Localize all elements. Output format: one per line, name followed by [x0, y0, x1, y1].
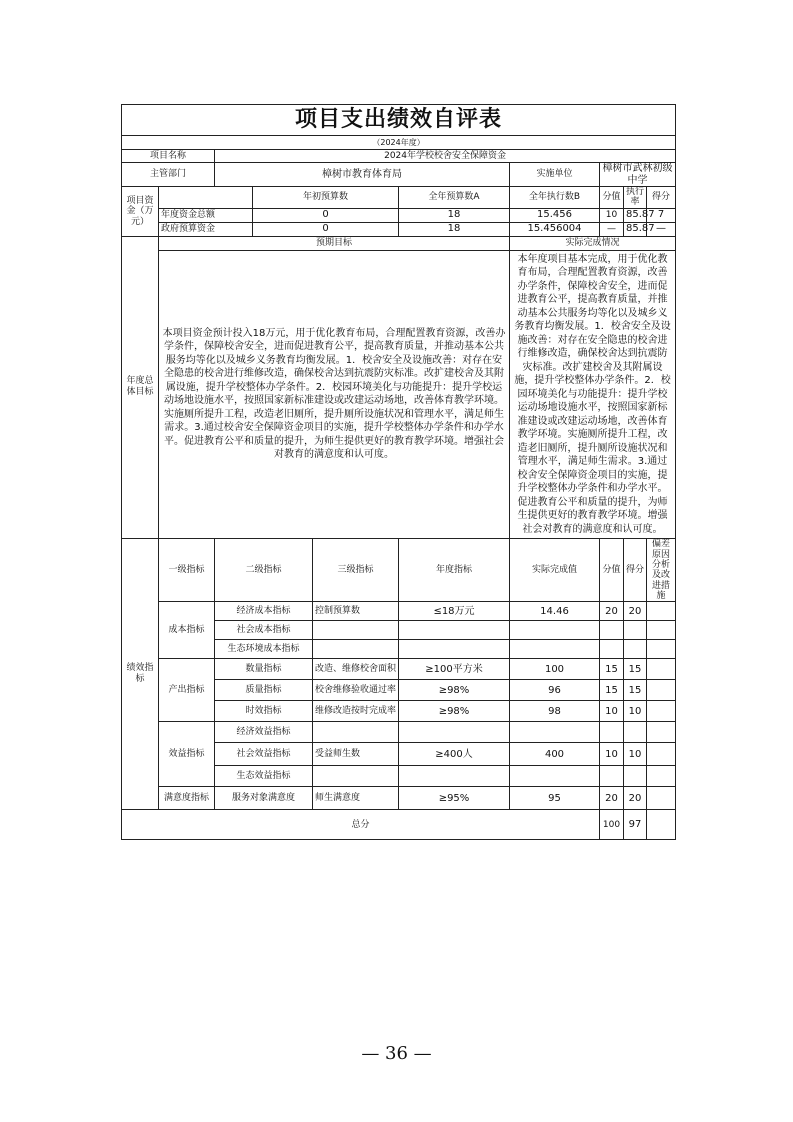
year-note: （2024年度） — [122, 136, 676, 150]
table-title: 项目支出绩效自评表 — [122, 105, 676, 136]
ind-l2: 社会成本指标 — [215, 621, 313, 640]
ind-reason — [647, 766, 676, 787]
ind-l1: 产出指标 — [159, 659, 215, 722]
funds-row-score-value: — — [600, 222, 624, 236]
ind-l3: 师生满意度 — [313, 787, 399, 810]
ind-score-value — [600, 640, 624, 659]
ind-reason — [647, 680, 676, 701]
funds-row-score: 7 — [647, 208, 676, 222]
ind-target: ≥98% — [399, 680, 510, 701]
ind-target: ≥95% — [399, 787, 510, 810]
funds-row-full-year: 18 — [399, 208, 510, 222]
ind-target: ≥98% — [399, 701, 510, 722]
ind-score-value: 15 — [600, 680, 624, 701]
ind-l2: 经济成本指标 — [215, 602, 313, 621]
ind-l2: 质量指标 — [215, 680, 313, 701]
expected-header: 预期目标 — [159, 236, 510, 250]
funds-header-score: 得分 — [647, 187, 676, 209]
funds-header-initial: 年初预算数 — [253, 187, 399, 209]
table-row — [122, 722, 676, 743]
project-name-label: 项目名称 — [122, 150, 215, 163]
performance-self-evaluation-sheet — [121, 104, 675, 840]
goals-label: 年度总体目标 — [122, 236, 159, 539]
ind-reason — [647, 602, 676, 621]
funds-row — [122, 208, 676, 222]
evaluation-table — [121, 104, 676, 840]
funds-row-name: 政府预算资金 — [159, 222, 253, 236]
actual-completion-text: 本年度项目基本完成，用于优化教育布局，合理配置教育资源，改善办学条件，保障校舍安全，进而促进教育公平，提高教育质量，并推动基本公共服务均等化以及城乡义务教育均衡发展。1．校舍安全及设施改善：对存在安全隐患的校舍进行维修改造，确保校舍达到抗震防灾标准。改扩建校舍及其附属设施，提升学校整体办学条件。2．校园环境美化与功能提升：提升学校运动场地设施水平，按照国家新标准建设或改建运动场地，改善体育教学环境。实施厕所提升工程，改造老旧厕所，提升厕所设施状况和管理水平，满足师生需求。3.通过校舍安全保障资金项目的实施，提升学校整体办学条件和办学水平。促进教育公平和质量的提升，为师生提供更好的教育教学环境。增强社会对教育的满意度和认可度。 — [510, 250, 676, 539]
impl-label: 实施单位 — [510, 163, 600, 187]
funds-row-rate: 85.87 — [624, 208, 647, 222]
ind-target — [399, 621, 510, 640]
ind-target: ≥100平方米 — [399, 659, 510, 680]
ind-header-score-value: 分值 — [600, 539, 624, 602]
funds-row-full-year: 18 — [399, 222, 510, 236]
actual-header: 实际完成情况 — [510, 236, 676, 250]
ind-score — [624, 722, 647, 743]
ind-score: 20 — [624, 602, 647, 621]
expected-goals-text: 本项目资金预计投入18万元，用于优化教育布局，合理配置教育资源，改善办学条件，保障校舍安全，进而促进教育公平，提高教育质量，并推动基本公共服务均等化以及城乡义务教育均衡发展。1．校舍安全及设施改善：对存在安全隐患的校舍进行维修改造，确保校舍达到抗震防灾标准。改扩建校舍及其附属设施，提升学校整体办学条件。2．校园环境美化与功能提升：提升学校运动场地设施水平，按照国家新标准建设或改建运动场地，改善体育教学环境。实施厕所提升工程，改造老旧厕所，提升厕所设施状况和管理水平，满足师生需求。3.通过校舍安全保障资金项目的实施，提升学校整体办学条件和办学水平。促进教育公平和质量的提升，为师生提供更好的教育教学环境。增强社会对教育的满意度和认可度。 — [159, 250, 510, 539]
ind-score: 15 — [624, 659, 647, 680]
funds-row-rate: 85.87 — [624, 222, 647, 236]
ind-l2: 社会效益指标 — [215, 743, 313, 766]
ind-actual — [510, 640, 600, 659]
funds-header-rate: 执行率 — [624, 187, 647, 209]
funds-header-blank — [159, 187, 253, 209]
ind-l3: 控制预算数 — [313, 602, 399, 621]
ind-target — [399, 722, 510, 743]
funds-row-score-value: 10 — [600, 208, 624, 222]
ind-score: 15 — [624, 680, 647, 701]
ind-actual: 100 — [510, 659, 600, 680]
funds-header-executed: 全年执行数B — [510, 187, 600, 209]
ind-l3: 维修改造按时完成率 — [313, 701, 399, 722]
ind-actual: 95 — [510, 787, 600, 810]
funds-row-score: — — [647, 222, 676, 236]
total-reason — [647, 810, 676, 840]
table-row — [122, 659, 676, 680]
ind-score — [624, 621, 647, 640]
ind-target: ≤18万元 — [399, 602, 510, 621]
impl-value: 樟树市武林初级中学 — [600, 163, 676, 187]
ind-l3 — [313, 722, 399, 743]
ind-l1: 效益指标 — [159, 722, 215, 787]
ind-score: 10 — [624, 701, 647, 722]
ind-l3 — [313, 766, 399, 787]
ind-header-score: 得分 — [624, 539, 647, 602]
ind-l3 — [313, 621, 399, 640]
total-score-value: 100 — [600, 810, 624, 840]
ind-actual — [510, 621, 600, 640]
ind-score: 10 — [624, 743, 647, 766]
ind-reason — [647, 743, 676, 766]
ind-actual — [510, 722, 600, 743]
funds-label: 项目资金（万元） — [122, 187, 159, 237]
funds-row — [122, 222, 676, 236]
total-label: 总分 — [122, 810, 600, 840]
ind-l3: 改造、维修校舍面积 — [313, 659, 399, 680]
funds-row-initial: 0 — [253, 208, 399, 222]
ind-actual: 96 — [510, 680, 600, 701]
ind-actual — [510, 766, 600, 787]
ind-reason — [647, 640, 676, 659]
ind-score-value — [600, 722, 624, 743]
ind-actual: 400 — [510, 743, 600, 766]
ind-score-value — [600, 766, 624, 787]
ind-score-value: 20 — [600, 787, 624, 810]
funds-row-name: 年度资金总额 — [159, 208, 253, 222]
total-score: 97 — [624, 810, 647, 840]
funds-row-executed: 15.456004 — [510, 222, 600, 236]
ind-header-level3: 三级指标 — [313, 539, 399, 602]
page-number: — 36 — — [361, 1043, 432, 1064]
ind-score-value: 15 — [600, 659, 624, 680]
ind-reason — [647, 621, 676, 640]
ind-l2: 生态环境成本指标 — [215, 640, 313, 659]
ind-score — [624, 640, 647, 659]
ind-header-level1: 一级指标 — [159, 539, 215, 602]
ind-header-level2: 二级指标 — [215, 539, 313, 602]
ind-reason — [647, 659, 676, 680]
dept-label: 主管部门 — [122, 163, 215, 187]
ind-reason — [647, 701, 676, 722]
funds-row-executed: 15.456 — [510, 208, 600, 222]
ind-l2: 服务对象满意度 — [215, 787, 313, 810]
project-name: 2024年学校校舍安全保障资金 — [215, 150, 676, 163]
ind-header-reason: 偏差原因分析及改进措施 — [647, 539, 676, 602]
ind-l2: 生态效益指标 — [215, 766, 313, 787]
ind-reason — [647, 722, 676, 743]
ind-header-actual: 实际完成值 — [510, 539, 600, 602]
ind-target — [399, 766, 510, 787]
ind-reason — [647, 787, 676, 810]
ind-target: ≥400人 — [399, 743, 510, 766]
ind-l3: 校舍维修验收通过率 — [313, 680, 399, 701]
ind-l2: 时效指标 — [215, 701, 313, 722]
ind-l2: 经济效益指标 — [215, 722, 313, 743]
funds-header-full-year: 全年预算数A — [399, 187, 510, 209]
ind-l2: 数量指标 — [215, 659, 313, 680]
dept-value: 樟树市教育体育局 — [215, 163, 510, 187]
ind-l1: 满意度指标 — [159, 787, 215, 810]
ind-score-value: 10 — [600, 701, 624, 722]
table-row — [122, 787, 676, 810]
ind-score-value — [600, 621, 624, 640]
funds-row-initial: 0 — [253, 222, 399, 236]
ind-score — [624, 766, 647, 787]
ind-l1: 成本指标 — [159, 602, 215, 659]
ind-score: 20 — [624, 787, 647, 810]
ind-l3: 受益师生数 — [313, 743, 399, 766]
ind-actual: 14.46 — [510, 602, 600, 621]
ind-score-value: 10 — [600, 743, 624, 766]
ind-header-target: 年度指标 — [399, 539, 510, 602]
funds-header-score-value: 分值 — [600, 187, 624, 209]
indicators-label: 绩效指标 — [122, 539, 159, 810]
ind-l3 — [313, 640, 399, 659]
ind-actual: 98 — [510, 701, 600, 722]
ind-score-value: 20 — [600, 602, 624, 621]
ind-target — [399, 640, 510, 659]
table-row — [122, 602, 676, 621]
